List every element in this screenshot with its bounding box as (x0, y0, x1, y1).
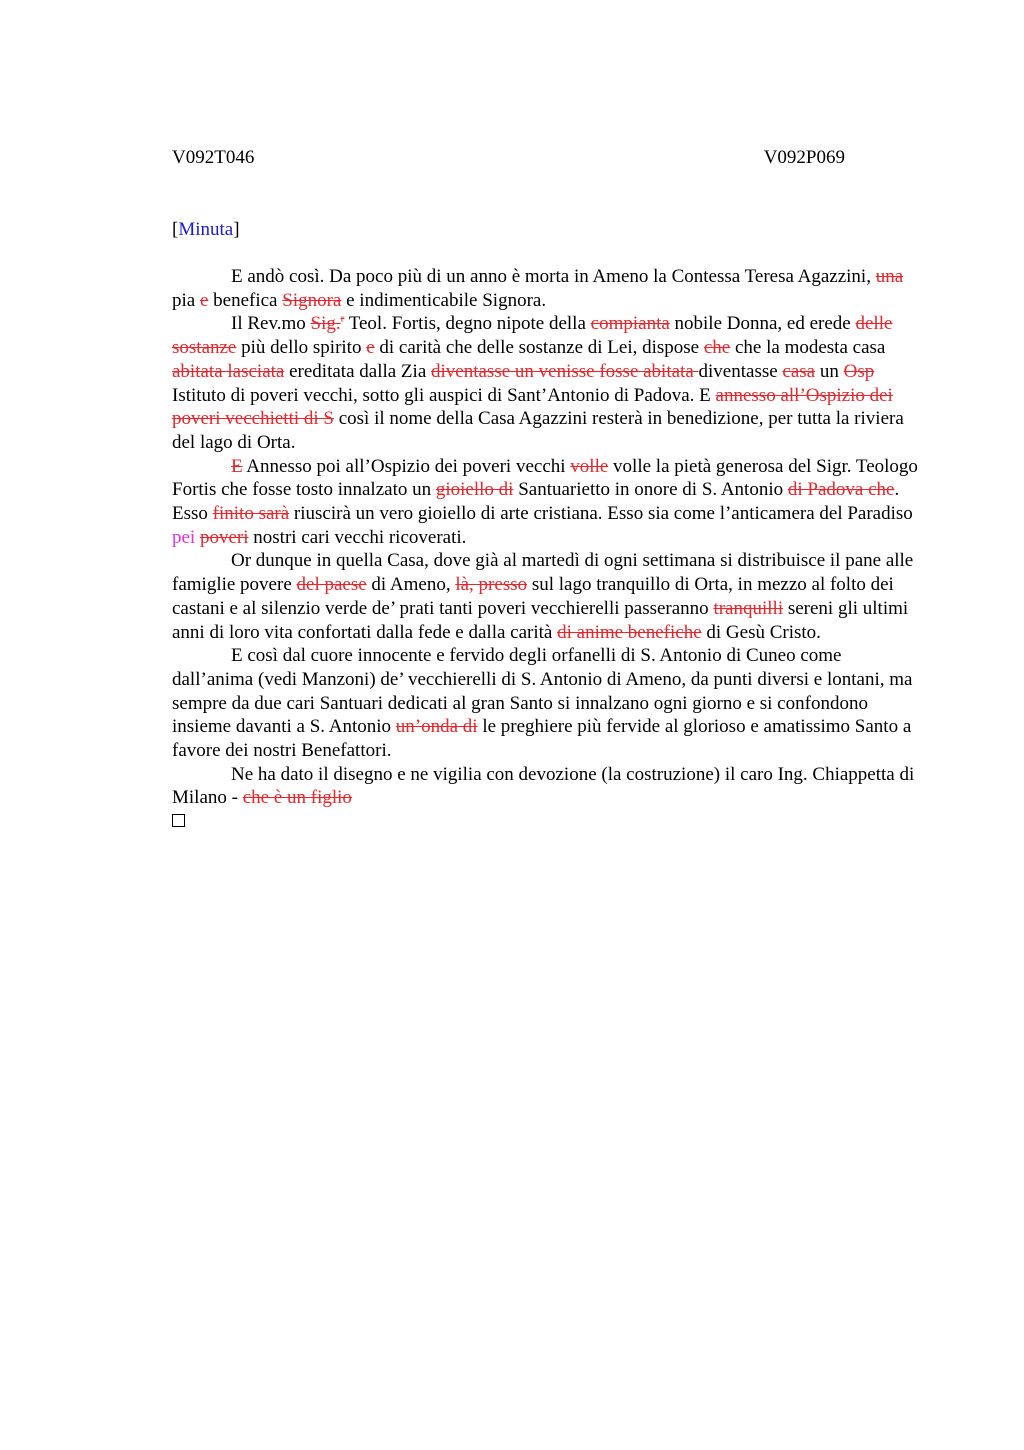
label-word: Minuta (178, 219, 234, 240)
deleted-text: gioiello di (435, 479, 514, 501)
text: Santuarietto in onore di S. Antonio (513, 479, 788, 501)
text: riuscirà un vero gioiello di arte cristiana. Esso sia come l’anticamera del Paradiso (289, 503, 913, 525)
text: ereditata dalla Zia (284, 360, 431, 382)
text: nostri cari vecchi ricoverati. (248, 526, 467, 548)
deleted-text: diventasse un venisse fosse abitata (431, 360, 699, 382)
deleted-text: un’onda di (395, 716, 478, 738)
deleted-text: di anime benefiche (557, 621, 702, 643)
deleted-superscript: r (340, 313, 345, 326)
label-open-bracket: [ (172, 219, 179, 240)
text: . Esso (172, 479, 900, 525)
text: pia (172, 289, 200, 311)
text: Annesso poi all’Ospizio dei poveri vecchi (242, 455, 571, 477)
text: di carità che delle sostanze di Lei, dispose (374, 337, 704, 359)
paragraph-6 (172, 763, 924, 810)
text: sereni gli ultimi anni di loro vita confortati dalla fede e dalla carità (172, 597, 909, 643)
deleted-text: là, presso (455, 574, 528, 596)
text: un (815, 360, 844, 382)
paragraph-5 (172, 644, 924, 763)
deleted-text: che è un figlio (242, 787, 352, 809)
deleted-text: compianta (590, 313, 670, 335)
deleted-text: una (875, 266, 904, 287)
paragraph-1 (172, 265, 924, 312)
text: diventasse (698, 360, 783, 382)
deleted-text: di Padova che (787, 479, 895, 501)
text: di Ameno, (366, 574, 456, 596)
document-body (172, 265, 924, 834)
deleted-text: Osp (843, 360, 875, 382)
text: che la modesta casa (730, 337, 886, 359)
deleted-text: del paese (296, 574, 367, 596)
text: e indimenticabile Signora. (341, 289, 547, 311)
text: Teol. Fortis, degno nipote della (344, 313, 591, 335)
deleted-text: Sig. (310, 313, 341, 335)
deleted-text: casa (782, 360, 816, 382)
text: sul lago tranquillo di Orta, in mezzo al folto dei castani e al silenzio verde de’ prati tanti poveri vecchierelli passeranno (172, 574, 894, 619)
text: di Gesù Cristo. (701, 621, 821, 643)
text: E andò così. Da poco più di un anno è morta in Ameno la Contessa Teresa Agazzini, (231, 266, 876, 287)
deleted-text: finito sarà (212, 503, 290, 525)
text: Il Rev.mo (231, 313, 311, 335)
inserted-text: pei (172, 526, 196, 548)
text: E così dal cuore innocente e fervido degli orfanelli di S. Antonio di Cuneo come dall’anima (vedi Manzoni) de’ vecchierelli di S. Antonio di Ameno, da punti diversi e lontani, ma sempre da due cari Santuari dedicati al gran Santo si innalzano ogni giorno e si confondono insieme davanti a S. Antonio (172, 645, 913, 738)
paragraph-3 (172, 455, 924, 550)
deleted-text: delle sostanze (172, 313, 893, 359)
text: Istituto di poveri vecchi, sotto gli auspici di Sant’Antonio di Padova. E (172, 384, 716, 406)
document-code-left: V092T046 (172, 147, 255, 168)
deleted-text: abitata lasciata (172, 360, 285, 382)
end-marker (172, 810, 924, 834)
minuta-label (172, 218, 240, 242)
deleted-text: tranquilli (713, 597, 784, 619)
document-code-right: V092P069 (763, 147, 845, 168)
deleted-text: e (366, 337, 375, 359)
label-close-bracket: ] (233, 219, 240, 240)
text: volle la pietà generosa del Sigr. Teologo Fortis che fosse tosto innalzato un (172, 455, 918, 501)
deleted-text: poveri (199, 526, 249, 548)
text: così il nome della Casa Agazzini resterà in benedizione, per tutta la riviera del lago di Orta. (172, 408, 904, 453)
text: le preghiere più fervide al glorioso e amatissimo Santo a favore dei nostri Benefattori. (172, 716, 912, 762)
deleted-text: volle (570, 455, 609, 477)
deleted-text: e (199, 289, 209, 311)
text: benefica (208, 289, 283, 311)
deleted-text: Signora (282, 289, 342, 311)
text: Ne ha dato il disegno e ne vigilia con devozione (la costruzione) il caro Ing. Chiappetta di Milano - (172, 763, 915, 809)
paragraph-2 (172, 312, 924, 454)
empty-box-icon (172, 814, 185, 827)
text: nobile Donna, ed erede (669, 313, 856, 335)
text: più dello spirito (236, 337, 367, 359)
deleted-text: che (703, 337, 731, 359)
deleted-text: annesso all’Ospizio dei poveri vecchietti di S (172, 384, 893, 430)
paragraph-4 (172, 549, 924, 644)
text: Or dunque in quella Casa, dove già al martedì di ogni settimana si distribuisce il pane alle famiglie povere (172, 550, 914, 596)
deleted-text: E (231, 455, 243, 477)
